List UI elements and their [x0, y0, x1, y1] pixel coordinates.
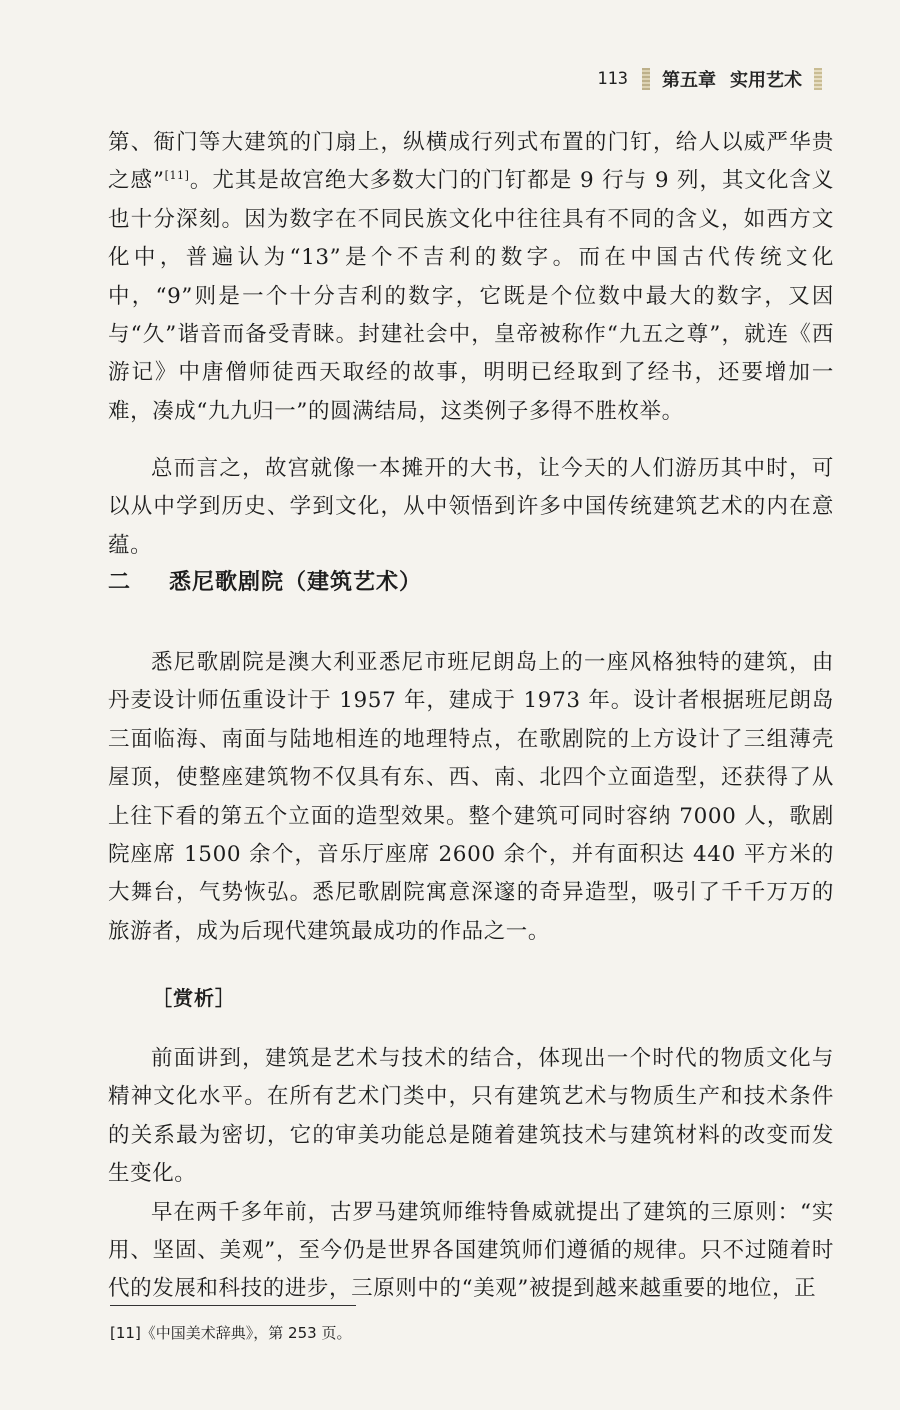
page-number: 113 — [597, 69, 628, 89]
running-header — [597, 66, 822, 92]
paragraph-continuation — [108, 124, 834, 431]
paragraph-text: 总而言之，故宫就像一本摊开的大书，让今天的人们游历其中时，可以从中学到历史、学到文化，从中领悟到许多中国传统建筑艺术的内在意蕴。 — [108, 456, 834, 558]
paragraph-text: 。尤其是故宫绝大多数大门的门钉都是 9 行与 9 列，其文化含义也十分深刻。因为数字在不同民族文化中往往具有不同的含义，如西方文化中，普遍认为“13”是个不吉利的数字。而在中国古代传统文化中，“9”则是一个十分吉利的数字，它既是个位数中最大的数字，又因与“久”谐音而备受青睐。封建社会中，皇帝被称作“九五之尊”，就连《西游记》中唐僧师徒西天取经的故事，明明已经取到了经书，还要增加一难，凑成“九九归一”的圆满结局，这类例子多得不胜枚举。 — [108, 168, 834, 424]
paragraph-sydney-opera — [108, 644, 834, 951]
paragraph-summary — [108, 450, 834, 565]
chapter-title: 实用艺术 — [730, 70, 802, 91]
footnote-reference: [11] — [164, 169, 190, 183]
paragraph-text: 前面讲到，建筑是艺术与技术的结合，体现出一个时代的物质文化与精神文化水平。在所有艺术门类中，只有建筑艺术与物质生产和技术条件的关系最为密切，它的审美功能总是随着建筑技术与建筑材料的改变而发生变化。 — [108, 1046, 834, 1187]
paragraph-text: 悉尼歌剧院是澳大利亚悉尼市班尼朗岛上的一座风格独特的建筑，由丹麦设计师伍重设计于 1957 年，建成于 1973 年。设计者根据班尼朗岛三面临海、南面与陆地相连的地理特点，在歌剧院的上方设计了三组薄壳屋顶，使整座建筑物不仅具有东、西、南、北四个立面造型，还获得了从上往下看的第五个立面的造型效果。整个建筑可同时容纳 7000 人，歌剧院座席 1500 余个，音乐厅座席 2600 余个，并有面积达 440 平方米的大舞台，气势恢弘。悉尼歌剧院寓意深邃的奇异造型，吸引了千千万万的旅游者，成为后现代建筑最成功的作品之一。 — [108, 650, 834, 944]
chapter-number: 第五章 — [662, 70, 716, 91]
section-title: 悉尼歌剧院（建筑艺术） — [169, 570, 423, 595]
section-heading — [108, 565, 422, 596]
footnote-divider — [110, 1305, 356, 1306]
paragraph-text: 早在两千多年前，古罗马建筑师维特鲁威就提出了建筑的三原则：“实用、坚固、美观”，至今仍是世界各国建筑师们遵循的规律。只不过随着时代的发展和科技的进步，三原则中的“美观”被提到越来越重要的地位，正 — [108, 1199, 834, 1302]
appreciation-heading: ［赏析］ — [152, 986, 236, 1010]
section-number: 二 — [108, 570, 132, 595]
paragraph-text: 第、衙门等大建筑的门扇上，纵横成行列式布置的门钉，给人以威严华贵之感” — [108, 130, 834, 194]
footnote: [11]《中国美术辞典》，第 253 页。 — [110, 1324, 352, 1342]
header-ornament-right — [814, 68, 822, 90]
header-ornament — [642, 68, 650, 90]
appreciation-body — [108, 1040, 834, 1309]
